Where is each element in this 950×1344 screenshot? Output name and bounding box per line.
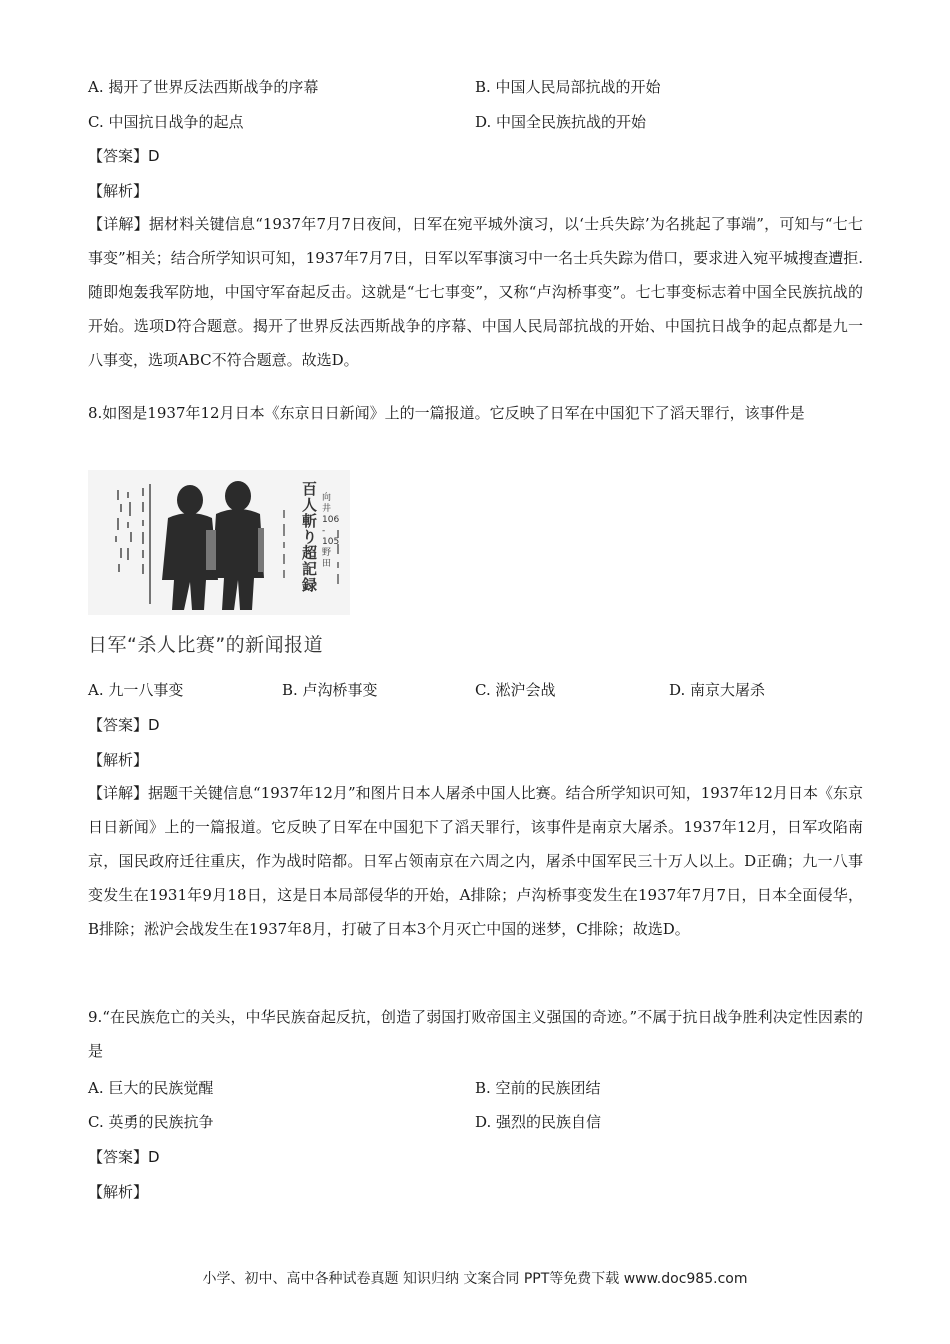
q7-option-b: B. 中国人民局部抗战的开始 (475, 78, 661, 96)
q7-detail (88, 207, 863, 377)
image-caption: 日军“杀人比赛”的新闻报道 (88, 634, 324, 656)
page-footer: 小学、初中、高中各种试卷真题 知识归纳 文案合同 PPT等免费下载 www.doc985.com (202, 1271, 748, 1287)
detail-text: 据材料关键信息“1937年7月7日夜间，日军在宛平城外演习，以‘士兵失踪’为名挑起了事端”，可知与“七七事变”相关；结合所学知识可知，1937年7月7日，日军以军事演习中一名士兵失踪为借口，要求进入宛平城搜查遭拒.随即炮轰我军防地，中国守军奋起反击。这就是“七七事变”，又称“卢沟桥事变”。七七事变标志着中国全民族抗战的开始。选项D符合题意。揭开了世界反法西斯战争的序幕、中国人民局部抗战的开始、中国抗日战争的起点都是九一八事变，选项ABC不符合题意。故选D。 (88, 215, 863, 369)
q9-analysis-label: 【解析】 (88, 1183, 149, 1201)
answer-value: D (148, 1148, 160, 1166)
q7-option-c: C. 中国抗日战争的起点 (88, 113, 244, 131)
answer-label: 【答案】 (88, 1148, 149, 1166)
q9-answer (88, 1146, 863, 1168)
q9-option-b: B. 空前的民族团结 (475, 1079, 601, 1097)
q8-option-b: B. 卢沟桥事变 (282, 681, 378, 699)
q7-analysis-label: 【解析】 (88, 182, 149, 200)
q7-option-a: A. 揭开了世界反法西斯战争的序幕 (88, 78, 319, 96)
clipping-headline: 百人斬り超記録 (302, 480, 318, 594)
answer-label: 【答案】 (88, 716, 149, 734)
answer-value: D (148, 716, 160, 734)
answer-label: 【答案】 (88, 147, 149, 165)
svg-text:向井106-105野田: 向井 106 -105 野田 (322, 493, 340, 569)
q9-option-d: D. 强烈的民族自信 (475, 1113, 602, 1131)
answer-value: D (148, 147, 160, 165)
detail-label: 【详解】 (88, 784, 149, 802)
q9-option-a: A. 巨大的民族觉醒 (88, 1079, 214, 1097)
q8-answer (88, 714, 863, 736)
detail-label: 【详解】 (88, 215, 149, 233)
q8-option-c: C. 淞沪会战 (475, 681, 556, 699)
news-clipping-image (88, 470, 350, 615)
q8-analysis-label: 【解析】 (88, 751, 149, 769)
q8-stem: 8.如图是1937年12月日本《东京日日新闻》上的一篇报道。它反映了日军在中国犯下了滔天罪行，该事件是 (88, 404, 805, 422)
q8-detail (88, 776, 863, 946)
q8-option-d: D. 南京大屠杀 (669, 681, 766, 699)
q9-stem: 9.“在民族危亡的关头，中华民族奋起反抗，创造了弱国打败帝国主义强国的奇迹。”不属于抗日战争胜利决定性因素的是 (88, 1008, 863, 1060)
q8-option-a: A. 九一八事变 (88, 681, 184, 699)
q9-option-c: C. 英勇的民族抗争 (88, 1113, 214, 1131)
detail-text: 据题干关键信息“1937年12月”和图片日本人屠杀中国人比赛。结合所学知识可知，1937年12月日本《东京日日新闻》上的一篇报道。它反映了日军在中国犯下了滔天罪行，该事件是南京大屠杀。1937年12月，日军攻陷南京，国民政府迁往重庆，作为战时陪都。日军占领南京在六周之内，屠杀中国军民三十万人以上。D正确；九一八事变发生在1931年9月18日，这是日本局部侵华的开始，A排除；卢沟桥事变发生在1937年7月7日，日本全面侵华，B排除；淞沪会战发生在1937年8月，打破了日本3个月灭亡中国的迷梦，C排除；故选D。 (88, 784, 863, 938)
q7-answer (88, 145, 863, 167)
q7-option-d: D. 中国全民族抗战的开始 (475, 113, 647, 131)
